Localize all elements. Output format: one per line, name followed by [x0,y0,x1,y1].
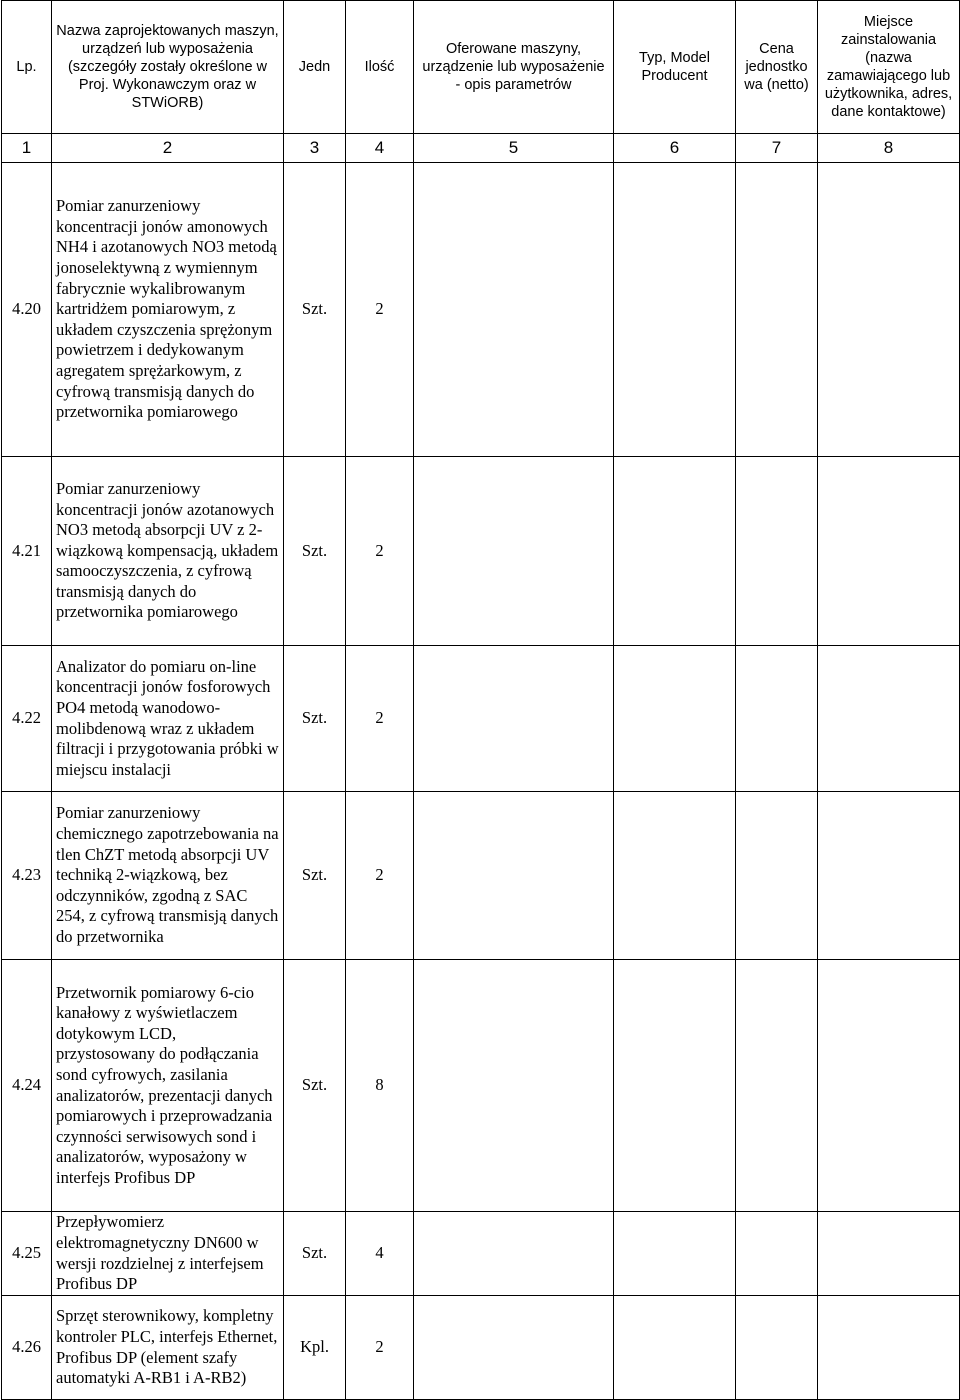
unit-price-cell[interactable] [736,163,818,457]
unit-cell: Kpl. [284,1296,346,1400]
installation-place-cell[interactable] [818,960,960,1212]
unit-cell: Szt. [284,792,346,960]
column-number: 1 [2,134,52,163]
column-number-row [2,134,960,163]
installation-place-cell[interactable] [818,1212,960,1296]
row-number: 4.25 [2,1212,52,1296]
offered-description-cell[interactable] [414,792,614,960]
offered-description-cell[interactable] [414,960,614,1212]
quantity-cell: 4 [346,1212,414,1296]
column-number: 7 [736,134,818,163]
table-row [2,163,960,457]
unit-price-cell[interactable] [736,646,818,792]
unit-cell: Szt. [284,1212,346,1296]
equipment-name: Pomiar zanurzeniowy koncentracji jonów azotanowych NO3 metodą absorpcji UV z 2-wiązkową kompensacją, układem samooczyszczenia, z cyfrową transmisją danych do przetwornika pomiarowego [52,457,284,646]
installation-place-cell[interactable] [818,163,960,457]
quantity-cell: 2 [346,792,414,960]
quantity-cell: 2 [346,646,414,792]
row-number: 4.20 [2,163,52,457]
row-number: 4.22 [2,646,52,792]
type-model-producer-cell[interactable] [614,792,736,960]
table-row [2,960,960,1212]
column-number: 6 [614,134,736,163]
quantity-cell: 8 [346,960,414,1212]
installation-place-cell[interactable] [818,457,960,646]
unit-cell: Szt. [284,960,346,1212]
type-model-producer-cell[interactable] [614,646,736,792]
equipment-name: Pomiar zanurzeniowy chemicznego zapotrzebowania na tlen ChZT metodą absorpcji UV techniką 2-wiązkową, bez odczynników, zgodną z SAC 254, z cyfrową transmisją danych do przetwornika [52,792,284,960]
row-number: 4.21 [2,457,52,646]
quantity-cell: 2 [346,163,414,457]
unit-price-cell[interactable] [736,457,818,646]
type-model-producer-cell[interactable] [614,1212,736,1296]
table-row [2,646,960,792]
equipment-specification-table [1,0,960,1400]
equipment-name: Pomiar zanurzeniowy koncentracji jonów amonowych NH4 i azotanowych NO3 metodą jonoselektywną z wymiennym fabrycznie wykalibrowanym kartridżem pomiarowym, z układem czyszczenia sprężonym powietrzem i dedykowanym agregatem sprężarkowym, z cyfrową transmisją danych do przetwornika pomiarowego [52,163,284,457]
column-number: 3 [284,134,346,163]
unit-cell: Szt. [284,646,346,792]
offered-description-cell[interactable] [414,1212,614,1296]
table-row [2,1212,960,1296]
row-number: 4.23 [2,792,52,960]
header-unit: Jedn [284,1,346,134]
equipment-name: Sprzęt sterownikowy, kompletny kontroler PLC, interfejs Ethernet, Profibus DP (element szafy automatyki A-RB1 i A-RB2) [52,1296,284,1400]
quantity-cell: 2 [346,1296,414,1400]
header-offered-description: Oferowane maszyny, urządzenie lub wyposażenie - opis parametrów [414,1,614,134]
header-quantity: Ilość [346,1,414,134]
quantity-cell: 2 [346,457,414,646]
offered-description-cell[interactable] [414,1296,614,1400]
row-number: 4.26 [2,1296,52,1400]
unit-price-cell[interactable] [736,960,818,1212]
column-number: 5 [414,134,614,163]
unit-cell: Szt. [284,457,346,646]
table-header-row [2,1,960,134]
unit-price-cell[interactable] [736,792,818,960]
type-model-producer-cell[interactable] [614,457,736,646]
header-type-model-producer: Typ, Model Producent [614,1,736,134]
table-row [2,792,960,960]
unit-price-cell[interactable] [736,1296,818,1400]
installation-place-cell[interactable] [818,1296,960,1400]
table-row [2,457,960,646]
type-model-producer-cell[interactable] [614,163,736,457]
equipment-name: Przetwornik pomiarowy 6-cio kanałowy z wyświetlaczem dotykowym LCD, przystosowany do podłączania sond cyfrowych, zasilania analizatorów, prezentacji danych pomiarowych i przeprowadzania czynności serwisowych sond i analizatorów, wyposażony w interfejs Profibus DP [52,960,284,1212]
equipment-name: Przepływomierz elektromagnetyczny DN600 w wersji rozdzielnej z interfejsem Profibus DP [52,1212,284,1296]
column-number: 8 [818,134,960,163]
header-lp: Lp. [2,1,52,134]
header-unit-price: Cena jednostko wa (netto) [736,1,818,134]
installation-place-cell[interactable] [818,792,960,960]
type-model-producer-cell[interactable] [614,1296,736,1400]
offered-description-cell[interactable] [414,457,614,646]
row-number: 4.24 [2,960,52,1212]
table-row [2,1296,960,1400]
column-number: 4 [346,134,414,163]
header-installation-place: Miejsce zainstalowania (nazwa zamawiającego lub użytkownika, adres, dane kontaktowe) [818,1,960,134]
unit-price-cell[interactable] [736,1212,818,1296]
header-equipment-name: Nazwa zaprojektowanych maszyn, urządzeń lub wyposażenia (szczegóły zostały określone w Proj. Wykonawczym oraz w STWiORB) [52,1,284,134]
equipment-name: Analizator do pomiaru on-line koncentracji jonów fosforowych PO4 metodą wanodowo-molibdenową wraz z układem filtracji i przygotowania próbki w miejscu instalacji [52,646,284,792]
offered-description-cell[interactable] [414,163,614,457]
type-model-producer-cell[interactable] [614,960,736,1212]
installation-place-cell[interactable] [818,646,960,792]
column-number: 2 [52,134,284,163]
unit-cell: Szt. [284,163,346,457]
offered-description-cell[interactable] [414,646,614,792]
